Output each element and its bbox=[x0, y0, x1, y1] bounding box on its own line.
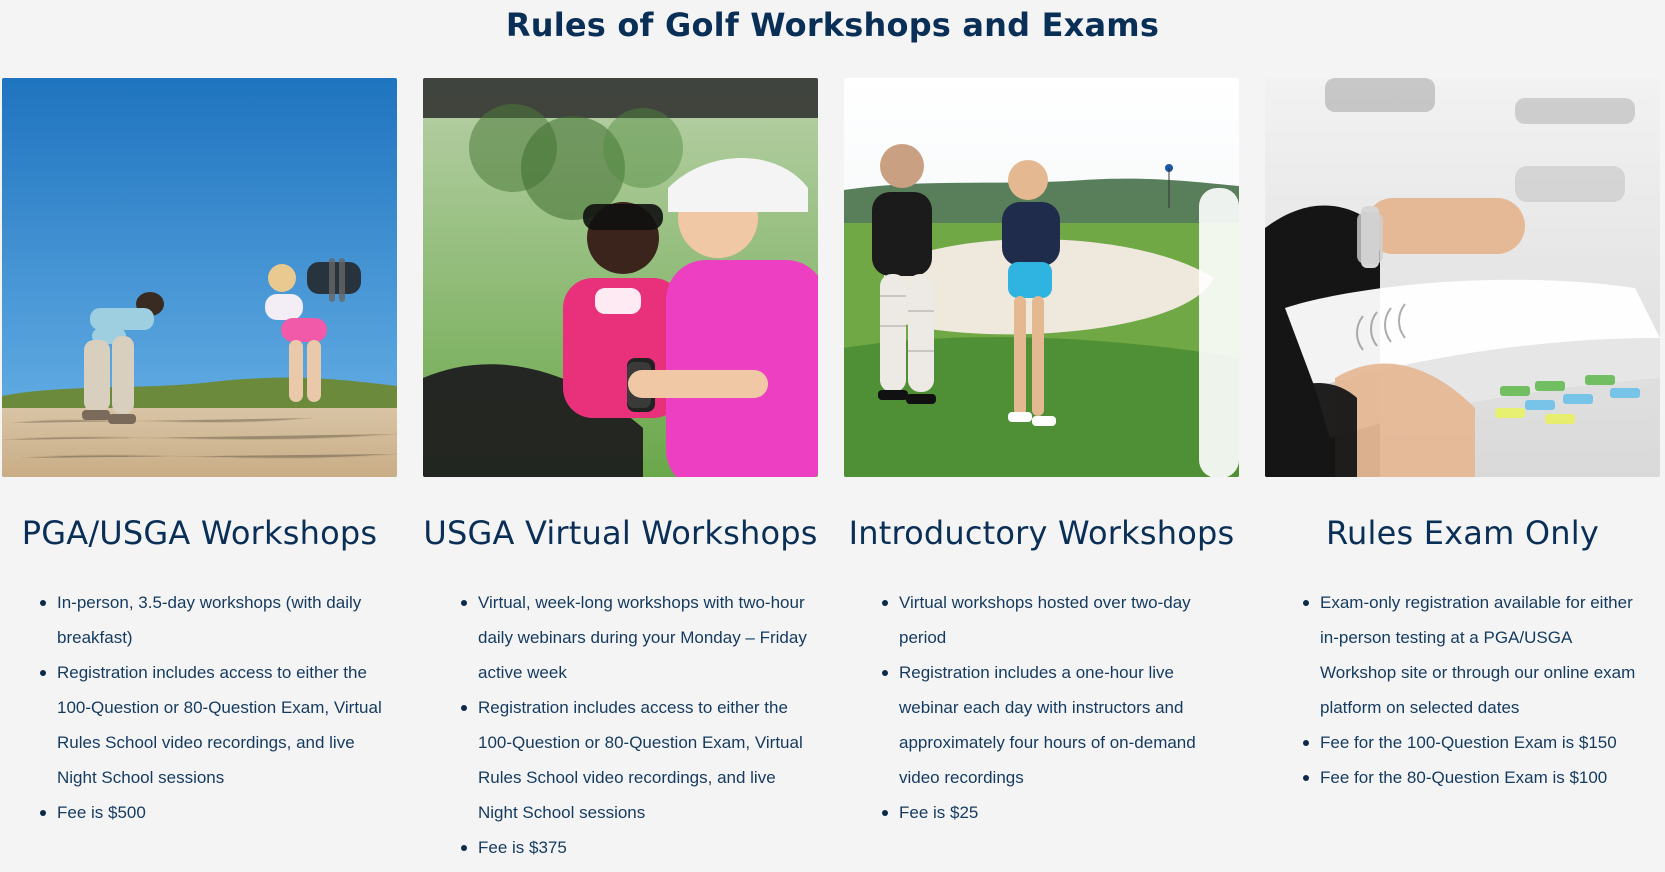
card-title: Rules Exam Only bbox=[1326, 514, 1599, 552]
bullet-item: Registration includes access to either the 100-Question or 80-Question Exam, Virtual Rules School video recordings, and live Night School sessions bbox=[57, 655, 397, 795]
introductory-workshops-image bbox=[844, 78, 1239, 477]
page-title: Rules of Golf Workshops and Exams bbox=[505, 6, 1160, 44]
bullet-item: Fee for the 100-Question Exam is $150 bbox=[1320, 725, 1660, 760]
bullet-item: Fee is $500 bbox=[57, 795, 397, 830]
card-usga-virtual-workshops bbox=[423, 78, 818, 865]
card-title: Introductory Workshops bbox=[848, 514, 1235, 552]
card-bullets bbox=[423, 585, 818, 865]
rules-exam-only-image bbox=[1265, 78, 1660, 477]
bullet-item: Exam-only registration available for either in-person testing at a PGA/USGA Workshop site or through our online exam platform on selected dates bbox=[1320, 585, 1660, 725]
card-rules-exam-only bbox=[1265, 78, 1660, 865]
bullet-item: Virtual workshops hosted over two-day period bbox=[899, 585, 1239, 655]
pga-usga-workshops-image bbox=[2, 78, 397, 477]
bullet-item: Virtual, week-long workshops with two-hour daily webinars during your Monday – Friday active week bbox=[478, 585, 818, 690]
card-title: PGA/USGA Workshops bbox=[21, 514, 378, 552]
bullet-item: Fee is $25 bbox=[899, 795, 1239, 830]
bullet-item: Registration includes a one-hour live webinar each day with instructors and approximately four hours of on-demand video recordings bbox=[899, 655, 1239, 795]
card-bullets bbox=[2, 585, 397, 830]
workshop-cards-grid bbox=[2, 78, 1663, 865]
card-pga-usga-workshops bbox=[2, 78, 397, 865]
usga-virtual-workshops-image bbox=[423, 78, 818, 477]
bullet-item: Fee for the 80-Question Exam is $100 bbox=[1320, 760, 1660, 795]
bullet-item: Fee is $375 bbox=[478, 830, 818, 865]
bullet-item: In-person, 3.5-day workshops (with daily breakfast) bbox=[57, 585, 397, 655]
card-bullets bbox=[1265, 585, 1660, 795]
bullet-item: Registration includes access to either the 100-Question or 80-Question Exam, Virtual Rules School video recordings, and live Night School sessions bbox=[478, 690, 818, 830]
card-title: USGA Virtual Workshops bbox=[423, 514, 818, 552]
card-introductory-workshops bbox=[844, 78, 1239, 865]
card-bullets bbox=[844, 585, 1239, 830]
